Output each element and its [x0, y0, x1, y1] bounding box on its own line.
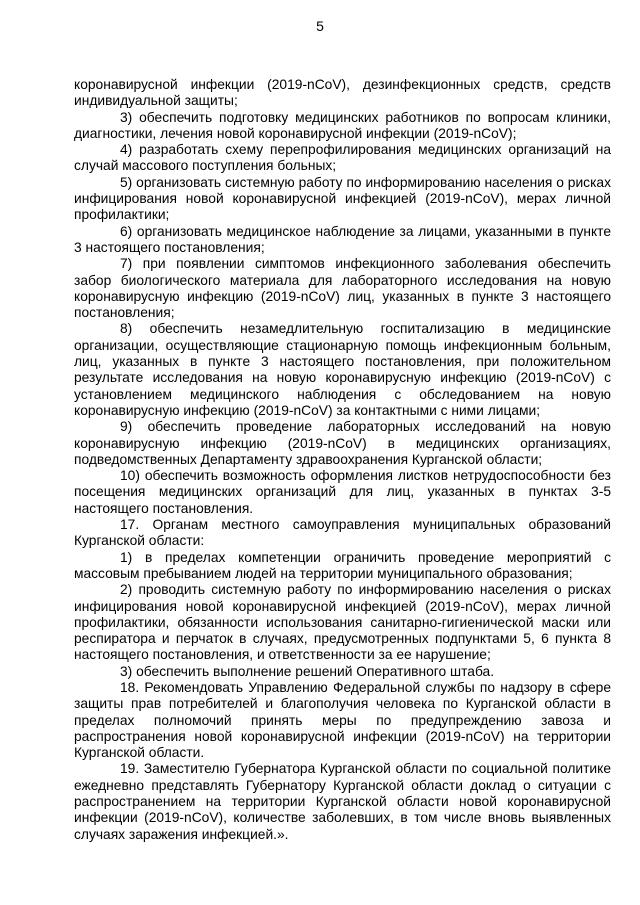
- paragraph-item-8: 8) обеспечить незамедлительную госпитализацию в медицинские организации, осуществляющие стационарную помощь инфекционным больным, лиц, указанных в пункте 3 настоящего постановления, при положительном результате исследования на новую коронавирусную инфекцию (2019-nCoV) с установлением медицинского наблюдения с обследованием на новую коронавирусную инфекцию (2019-nCoV) за контактными с ними лицами;: [74, 321, 611, 418]
- paragraph-item-6: 6) организовать медицинское наблюдение за лицами, указанными в пункте 3 настоящего постановления;: [74, 223, 611, 255]
- paragraph-item-4: 4) разработать схему перепрофилирования медицинских организаций на случай массового поступления больных;: [74, 142, 611, 174]
- paragraph-section-17-item-3: 3) обеспечить выполнение решений Оперативного штаба.: [120, 663, 495, 679]
- paragraph-section-17-item-1: 1) в пределах компетенции ограничить проведение мероприятий с массовым пребыванием людей на территории муниципального образования;: [74, 549, 611, 581]
- paragraph-section-19: 19. Заместителю Губернатора Курганской области по социальной политике ежедневно представлять Губернатору Курганской области доклад о ситуации с распространением на территории Курганской области новой коронавирусной инфекции (2019-nCoV), количестве заболевших, в том числе вновь выявленных случаях заражения инфекцией.».: [74, 761, 611, 842]
- paragraph-item-9: 9) обеспечить проведение лабораторных исследований на новую коронавирусную инфекцию (2019-nCoV) в медицинских организациях, подведомственных Департаменту здравоохранения Курганской области;: [74, 419, 611, 467]
- paragraph-item-7: 7) при появлении симптомов инфекционного заболевания обеспечить забор биологического материала для лабораторного исследования на новую коронавирусную инфекцию (2019-nCoV) лиц, указанных в пункте 3 настоящего постановления;: [74, 256, 611, 321]
- document-body: [74, 77, 611, 843]
- page-number: 5: [316, 18, 324, 34]
- paragraph-item-3: 3) обеспечить подготовку медицинских работников по вопросам клиники, диагностики, лечения новой коронавирусной инфекции (2019-nCoV);: [74, 109, 611, 141]
- paragraph-section-18: 18. Рекомендовать Управлению Федеральной службы по надзору в сфере защиты прав потребителей и благополучия человека по Курганской области в пределах полномочий принять меры по предупреждению завоза и распространения новой коронавирусной инфекции (2019-nCoV) на территории Курганской области.: [74, 679, 611, 761]
- paragraph-section-17: 17. Органам местного самоуправления муниципальных образований Курганской области:: [74, 517, 611, 549]
- paragraph-item-5: 5) организовать системную работу по информированию населения о рисках инфицирования новой коронавирусной инфекцией (2019-nCoV), мерах личной профилактики;: [74, 174, 611, 223]
- paragraph-continuation: коронавирусной инфекции (2019-nCoV), дезинфекционных средств, средств индивидуальной защиты;: [74, 77, 611, 109]
- paragraph-section-17-item-2: 2) проводить системную работу по информированию населения о рисках инфицирования новой коронавирусной инфекцией (2019-nCoV), мерах личной профилактики, обязанности использования санитарно-гигиенической маски или респиратора и перчаток в случаях, предусмотренных подпунктами 5, 6 пункта 8 настоящего постановления, и ответственности за ее нарушение;: [74, 582, 611, 663]
- paragraph-item-10: 10) обеспечить возможность оформления листков нетрудоспособности без посещения медицинских организаций для лиц, указанных в пунктах 3-5 настоящего постановления.: [74, 468, 611, 516]
